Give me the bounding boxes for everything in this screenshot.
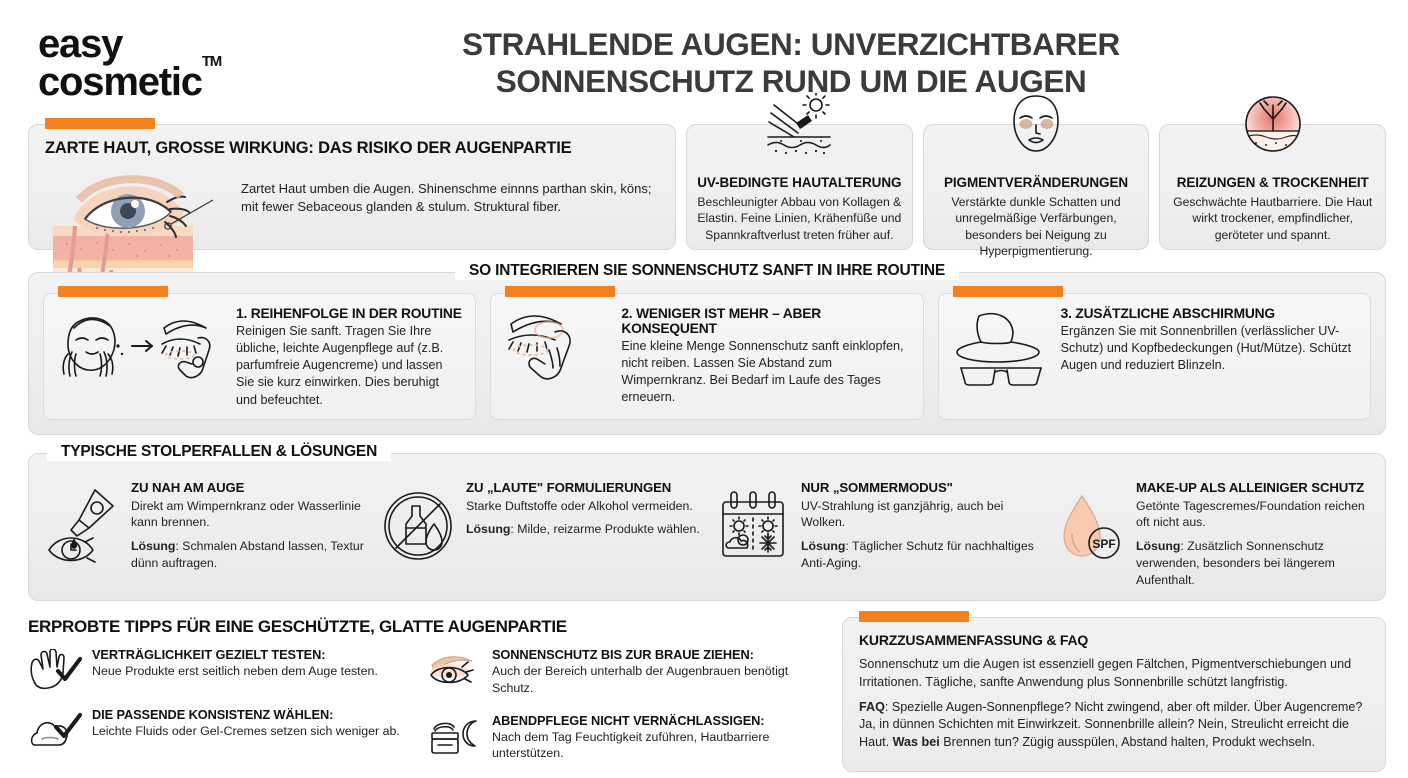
- tip-item-2: [428, 647, 828, 696]
- routine-card-text: Reinigen Sie sanft. Tragen Sie Ihre übliche, leichte Augenpflege auf (z.B. parfumfreie Augencreme) und lassen Sie sie kurz einwirken. Dies beruhigt und befeuchtet.: [236, 324, 444, 407]
- pitfalls-legend: TYPISCHE STOLPERFALLEN & LÖSUNGEN: [47, 443, 391, 461]
- routine-card-2: [490, 293, 923, 420]
- night-cream-moon-icon: [428, 713, 482, 757]
- pitfall-title: NUR „SOMMERMODUS": [801, 479, 953, 495]
- threat-card-pigmentation: [923, 124, 1150, 259]
- headline-line-1: STRAHLENDE AUGEN: UNVERZICHTBARER: [462, 26, 1120, 62]
- tip-title: DIE PASSENDE KONSISTENZ WÄHLEN:: [92, 707, 334, 723]
- svg-text:SPF: SPF: [1092, 536, 1116, 551]
- threat-title: PIGMENTVERÄNDERUNGEN: [944, 175, 1129, 190]
- brand-line-2-text: cosmetic: [38, 59, 202, 104]
- tip-item-1: [28, 647, 428, 691]
- pitfall-body: Starke Duftstoffe oder Alkohol vermeiden.: [466, 498, 693, 513]
- tip-text: Leichte Fluids oder Gel-Cremes setzen sich weniger ab.: [92, 724, 400, 739]
- faq-panel: [842, 617, 1386, 772]
- routine-card-text: Ergänzen Sie mit Sonnenbrillen (verlässlicher UV-Schutz) und Kopfbedeckungen (Hut/Mütze). Schützt Augen und reduziert Blinzeln.: [1060, 324, 1352, 373]
- routine-card-1: [43, 293, 476, 420]
- bottom-row: [28, 617, 1386, 778]
- pitfall-title: ZU NAH AM AUGE: [131, 479, 245, 495]
- tip-text: Auch der Bereich unterhalb der Augenbrauen benötigt Schutz.: [492, 664, 789, 695]
- trademark-mark: TM: [201, 53, 222, 71]
- faq-summary: Sonnenschutz um die Augen ist essenziell gegen Fältchen, Pigmentverschiebungen und Irritationen. Tägliche, sanfte Anwendung plus Sonnenbrille schützt langfristig.: [859, 657, 1352, 689]
- finger-tapping-eye-icon: [503, 306, 611, 409]
- tip-item-4: [428, 713, 828, 762]
- hat-and-sunglasses-icon: [951, 306, 1051, 409]
- tip-text: Neue Produkte erst seitlich neben dem Auge testen.: [92, 664, 378, 679]
- accent-tab: [859, 611, 969, 622]
- brand-line-2: [38, 53, 222, 104]
- pitfall-body: UV-Strahlung ist ganzjährig, auch bei Wolken.: [801, 498, 1004, 530]
- solution-text: Schmalen Abstand lassen, Textur dünn auftragen.: [131, 539, 364, 570]
- accent-tab: [953, 286, 1063, 297]
- threat-text: Beschleunigter Abbau von Kollagen & Elastin. Feine Linien, Krähenfüße und Spannkraftverlust treten früher auf.: [697, 195, 902, 242]
- header: [0, 0, 1408, 112]
- faq-title: KURZZUSAMMENFASSUNG & FAQ: [859, 632, 1089, 649]
- no-alcohol-fragrance-icon: [378, 480, 458, 589]
- spf-droplet-icon: [1048, 480, 1128, 589]
- risk-panel-title: ZARTE HAUT, GROSSE WIRKUNG: DAS RISIKO DER AUGENPARTIE: [45, 139, 572, 157]
- headline-line-2: SONNENSCHUTZ RUND UM DIE AUGEN: [495, 63, 1087, 100]
- routine-card-3: [938, 293, 1371, 420]
- tip-item-3: [28, 707, 428, 751]
- cream-swatch-check-icon: [28, 707, 82, 751]
- faq-text-1: : Spezielle Augen-Sonnenpflege? Nicht zwingend, aber oft milder. Über Augencreme? Ja, in dünnen Schichten mit Einwirkzeit. Sonnenbrille allein? Nein, Streulicht erreicht die Haut.: [859, 699, 1363, 749]
- pitfall-item-1: [39, 476, 370, 589]
- tip-text: Nach dem Tag Feuchtigkeit zuführen, Hautbarriere unterstützen.: [492, 729, 770, 761]
- solution-label: Lösung: [801, 539, 846, 554]
- tube-dripping-into-eye-icon: [43, 480, 123, 589]
- threat-card-irritation: [1159, 124, 1386, 250]
- accent-tab: [45, 118, 155, 129]
- routine-card-text: Eine kleine Menge Sonnenschutz sanft einklopfen, nicht reiben. Lassen Sie Abstand zum Wimpernkranz. Bei Bedarf im Laufe des Tages erneuern.: [621, 339, 904, 405]
- pitfall-solution: Lösung: Zusätzlich Sonnenschutz verwenden, besonders bei längerem Aufenthalt.: [1136, 539, 1335, 587]
- brand-line-1: easy: [38, 22, 123, 66]
- threat-text: Verstärkte dunkle Schatten und unregelmäßige Verfärbungen, besonders bei Neigung zu Hyperpigmentierung.: [951, 195, 1121, 259]
- solution-label: Lösung: [1136, 539, 1181, 554]
- brand-logo: [38, 22, 338, 104]
- pitfall-title: ZU „LAUTE" FORMULIERUNGEN: [466, 479, 672, 495]
- threat-title: UV-BEDINGTE HAUTALTERUNG: [697, 175, 902, 190]
- solution-text: Täglicher Schutz für nachhaltiges Anti-Aging.: [801, 539, 1034, 570]
- face-pigmentation-icon: [1003, 93, 1069, 155]
- pitfall-body: Direkt am Wimpernkranz oder Wasserlinie kann brennen.: [131, 498, 361, 530]
- faq-label: FAQ: [859, 699, 885, 714]
- solution-text: Milde, reizarme Produkte wählen.: [517, 522, 700, 537]
- routine-legend: SO INTEGRIEREN SIE SONNENSCHUTZ SANFT IN IHRE ROUTINE: [455, 262, 959, 280]
- pitfall-solution: Lösung: Milde, reizarme Produkte wählen.: [466, 522, 700, 537]
- threat-text: Geschwächte Hautbarriere. Die Haut wirkt trockener, empfindlicher, geröteter und spannt.: [1173, 195, 1373, 242]
- risk-row: [0, 112, 1408, 259]
- faq-bold-2: Was bei: [892, 734, 940, 749]
- pitfall-item-3: [709, 476, 1040, 589]
- eye-anatomy-note: Zartet Haut umben die Augen. Shinenschme einnns parthan skin, köns; mit fewer Sebaceous glanden & stulum. Struktural fiber.: [241, 181, 652, 215]
- face-wash-to-eyecare-icon: [56, 306, 226, 409]
- tip-title: ABENDPFLEGE NICHT VERNÄCHLASSIGEN:: [492, 712, 765, 728]
- routine-card-title: 1. REIHENFOLGE IN DER ROUTINE: [236, 306, 462, 321]
- eye-anatomy-illustration: [45, 164, 235, 264]
- accent-tab: [58, 286, 168, 297]
- pitfall-body: Getönte Tagescremes/Foundation reichen oft nicht aus.: [1136, 498, 1365, 530]
- accent-tab: [505, 286, 615, 297]
- hand-check-icon: [28, 647, 82, 691]
- page-title: [338, 26, 1384, 100]
- tip-title: SONNENSCHUTZ BIS ZUR BRAUE ZIEHEN:: [492, 647, 754, 663]
- pitfall-item-2: [374, 476, 705, 589]
- pitfall-solution: Lösung: Täglicher Schutz für nachhaltiges Anti-Aging.: [801, 539, 1034, 570]
- uv-rays-skin-icon: [766, 93, 832, 155]
- brow-eye-icon: [428, 647, 482, 691]
- tip-title: VERTRÄGLICHKEIT GEZIELT TESTEN:: [92, 647, 326, 663]
- risk-panel: [28, 124, 676, 250]
- pitfall-item-4: [1044, 476, 1375, 589]
- solution-label: Lösung: [131, 539, 176, 554]
- solution-text: Zusätzlich Sonnenschutz verwenden, besonders bei längerem Aufenthalt.: [1136, 539, 1335, 587]
- pitfall-solution: Lösung: Schmalen Abstand lassen, Textur dünn auftragen.: [131, 539, 364, 570]
- pitfall-title: MAKE-UP ALS ALLEINIGER SCHUTZ: [1136, 479, 1365, 495]
- faq-body: [859, 699, 1369, 751]
- tips-section: [28, 617, 828, 778]
- routine-card-title: 2. WENIGER IST MEHR – ABER KONSEQUENT: [621, 306, 822, 336]
- four-seasons-calendar-icon: [713, 480, 793, 589]
- routine-card-title: 3. ZUSÄTZLICHE ABSCHIRMUNG: [1060, 306, 1275, 321]
- solution-label: Lösung: [466, 522, 511, 537]
- routine-section: [28, 262, 1386, 435]
- threat-title: REIZUNGEN & TROCKENHEIT: [1176, 175, 1369, 190]
- faq-text-2: Brennen tun? Zügig ausspülen, Abstand halten, Produkt wechseln.: [939, 734, 1316, 749]
- threat-card-uv-aging: [686, 124, 913, 250]
- irritated-skin-icon: [1240, 93, 1306, 155]
- tips-title: ERPROBTE TIPPS FÜR EINE GESCHÜTZTE, GLATTE AUGENPARTIE: [28, 617, 567, 637]
- pitfalls-section: [28, 442, 1386, 602]
